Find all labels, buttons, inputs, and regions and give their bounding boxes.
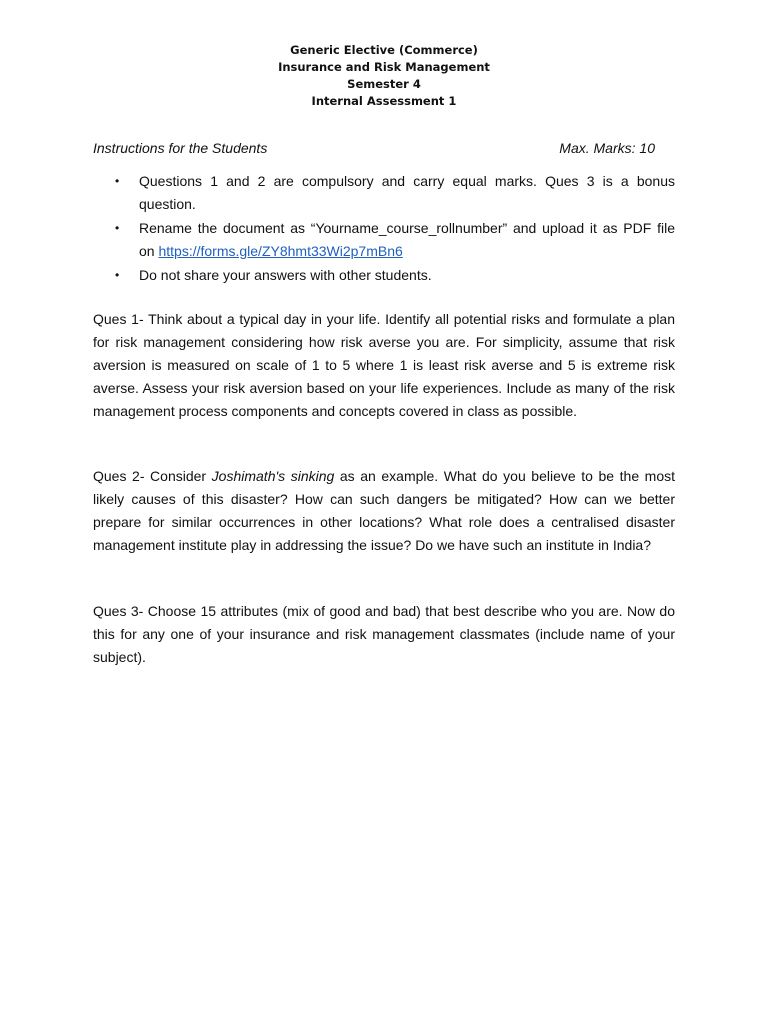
question-2-text: as an example. What do you believe to be the most likely causes of this disaster? How can such dangers be mitigated? How can we better prepare for similar occurrences in other locations? What role does a centralised disaster management institute play in addressing the issue? Do we have such an institute in India? [93, 468, 676, 553]
header-semester: Semester 4 [347, 77, 421, 91]
question-3: Ques 3- Choose 15 attributes (mix of good and bad) that best describe who you are. Now do this for any one of your insurance and risk management classmates (include name of your subject). [93, 603, 675, 665]
document-header [0, 42, 768, 110]
bullet-icon: • [115, 268, 120, 282]
bullet-icon: • [115, 174, 120, 188]
list-item [93, 217, 675, 263]
instructions-row [93, 139, 655, 157]
question-2-case-name: Joshimath's sinking [211, 468, 335, 484]
upload-form-link[interactable]: https://forms.gle/ZY8hmt33Wi2p7mBn6 [158, 243, 403, 259]
header-assessment: Internal Assessment 1 [311, 94, 457, 108]
header-subject: Insurance and Risk Management [278, 60, 490, 74]
bullet-text: Do not share your answers with other students. [139, 267, 432, 283]
bullet-text: Questions 1 and 2 are compulsory and carry equal marks. Ques 3 is a bonus question. [139, 173, 675, 212]
question-1: Ques 1- Think about a typical day in your life. Identify all potential risks and formulate a plan for risk management considering how risk averse you are. For simplicity, assume that risk aversion is measured on scale of 1 to 5 where 1 is least risk averse and 5 is extreme risk averse. Assess your risk aversion based on your life experiences. Include as many of the risk management process components and concepts covered in class as possible. [93, 311, 675, 419]
max-marks: Max. Marks: 10 [559, 140, 655, 156]
list-item [93, 264, 675, 287]
bullet-icon: • [115, 221, 120, 235]
bullet-text: Rename the document as “Yourname_course_rollnumber” and upload it as PDF file on [139, 220, 675, 259]
instructions-list [93, 170, 675, 288]
list-item [93, 170, 675, 216]
header-course-type: Generic Elective (Commerce) [290, 43, 478, 57]
instructions-heading: Instructions for the Students [93, 140, 268, 156]
question-2-prefix: Ques 2- Consider [93, 468, 212, 484]
question-2 [93, 465, 675, 557]
